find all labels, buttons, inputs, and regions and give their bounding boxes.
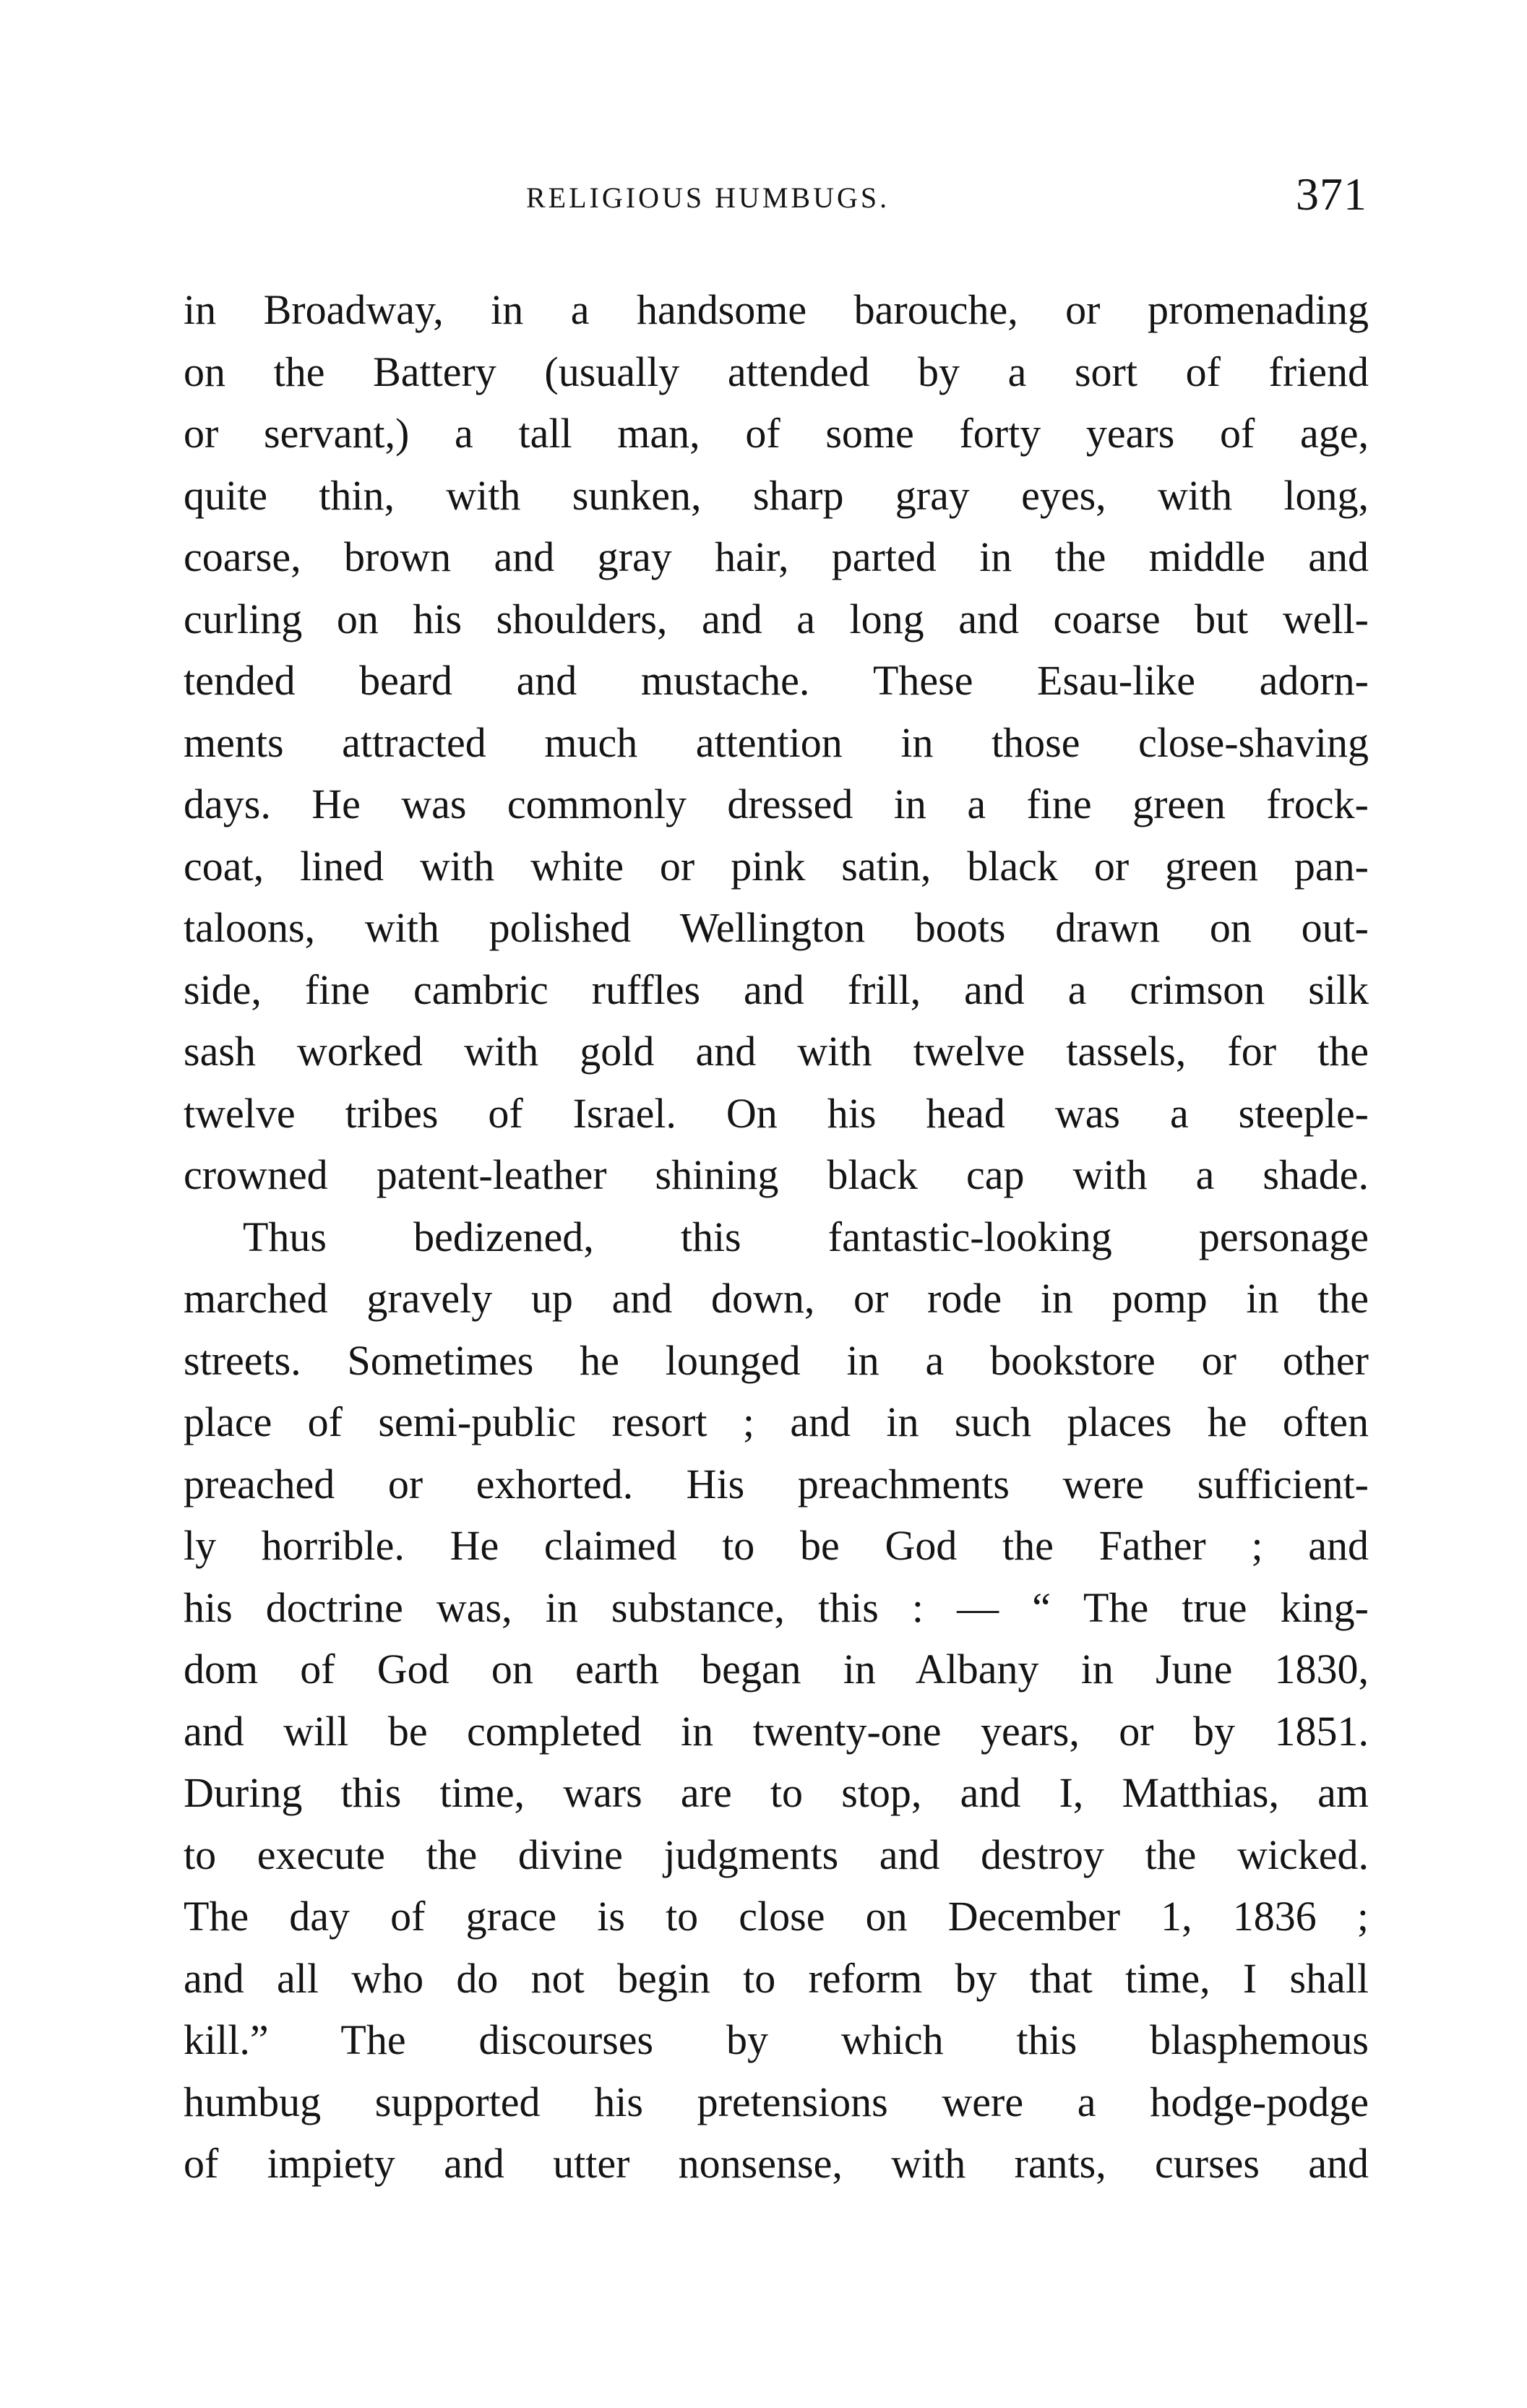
text-line: days. He was commonly dressed in a fine green frock- [184, 781, 1369, 827]
text-line: streets. Sometimes he lounged in a bookstore or other [184, 1336, 1369, 1384]
text-line: and all who do not begin to reform by that time, I shall [184, 1954, 1369, 2002]
text-line: The day of grace is to close on December 1, 1836 ; [184, 1893, 1369, 1940]
body-text [184, 279, 1369, 2195]
text-line: side, fine cambric ruffles and frill, and a crimson silk [184, 966, 1369, 1013]
text-line: preached or exhorted. His preachments were sufficient- [184, 1460, 1369, 1508]
text-line: his doctrine was, in substance, this : — “ The true king- [184, 1583, 1369, 1631]
text-line: humbug supported his pretensions were a hodge-podge [184, 2078, 1369, 2125]
text-line: ments attracted much attention in those close-shaving [184, 718, 1369, 766]
text-line: twelve tribes of Israel. On his head was a steeple- [184, 1089, 1369, 1137]
text-line: curling on his shoulders, and a long and coarse but well- [184, 595, 1369, 642]
running-title: RELIGIOUS HUMBUGS. [526, 181, 890, 214]
text-line: coarse, brown and gray hair, parted in the middle and [184, 533, 1369, 580]
text-line: on the Battery (usually attended by a sort of friend [184, 348, 1369, 395]
text-line: coat, lined with white or pink satin, black or green pan- [184, 842, 1369, 890]
text-line: kill.” The discourses by which this blasphemous [184, 2016, 1369, 2063]
text-line: marched gravely up and down, or rode in pomp in the [184, 1275, 1369, 1322]
text-line: ly horrible. He claimed to be God the Father ; and [184, 1522, 1369, 1569]
text-line: sash worked with gold and with twelve tassels, for the [184, 1028, 1369, 1075]
text-line: to execute the divine judgments and destroy the wicked. [184, 1831, 1369, 1878]
text-line: in Broadway, in a handsome barouche, or promenading [184, 286, 1369, 333]
text-line: or servant,) a tall man, of some forty years of age, [184, 410, 1369, 457]
page-number: 371 [1296, 168, 1367, 220]
text-line: and will be completed in twenty-one years, or by 1851. [184, 1707, 1369, 1755]
text-line: Thus bedizened, this fantastic-looking personage [243, 1213, 1369, 1260]
text-line: place of semi-public resort ; and in such places he often [184, 1398, 1369, 1445]
text-line: taloons, with polished Wellington boots drawn on out- [184, 904, 1369, 951]
text-line: crowned patent-leather shining black cap with a shade. [184, 1151, 1369, 1198]
text-line: dom of God on earth began in Albany in June 1830, [184, 1646, 1369, 1693]
text-line: tended beard and mustache. These Esau-like adorn- [184, 657, 1369, 704]
running-head [179, 168, 1367, 225]
text-line: quite thin, with sunken, sharp gray eyes, with long, [184, 471, 1369, 519]
text-line: of impiety and utter nonsense, with rants, curses and [184, 2140, 1369, 2187]
text-line: During this time, wars are to stop, and I, Matthias, am [184, 1769, 1369, 1816]
